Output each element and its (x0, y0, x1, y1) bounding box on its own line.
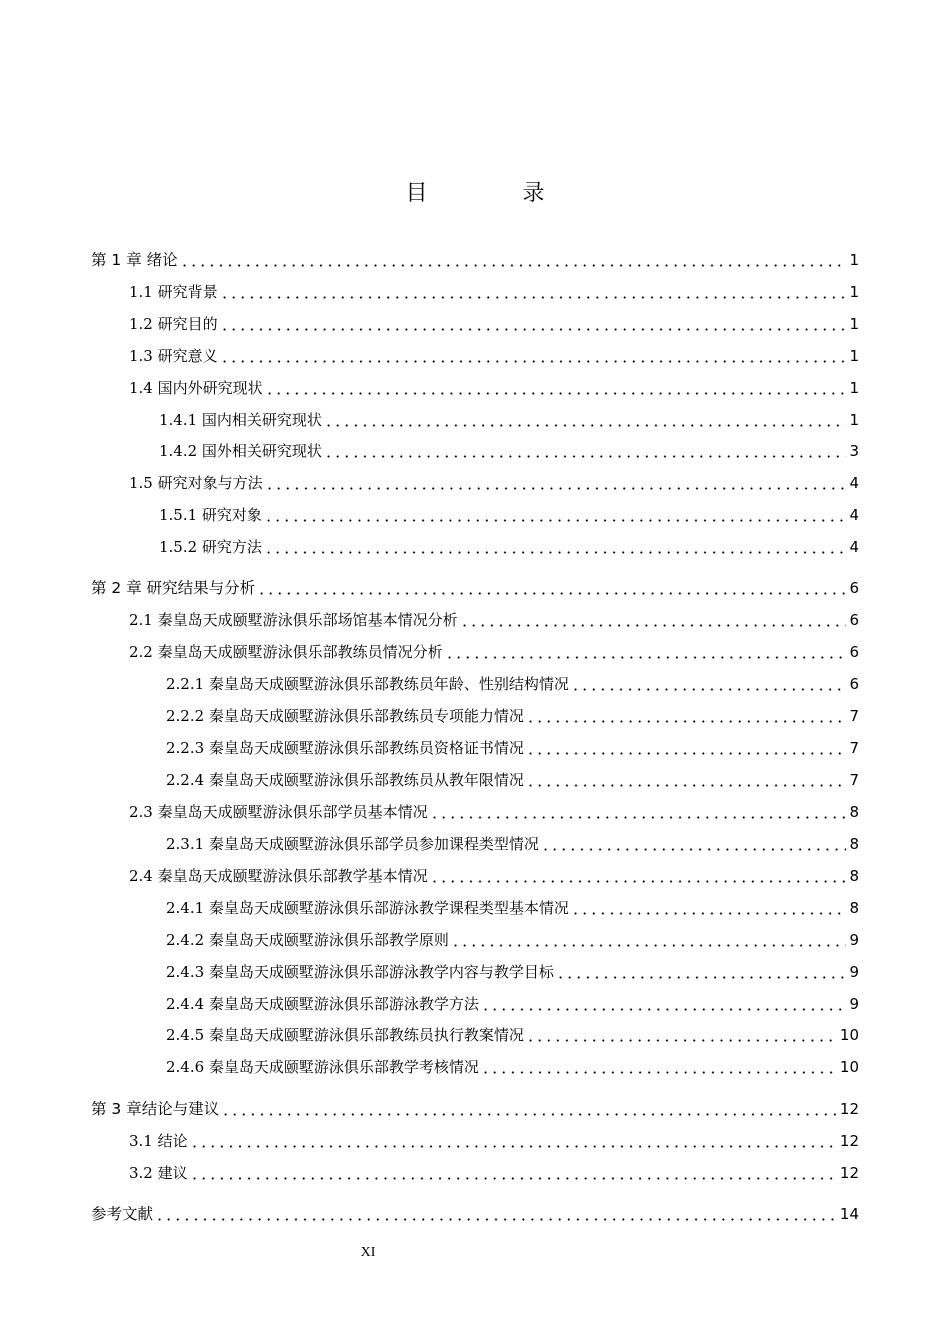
toc-entry-2-3[interactable] (91, 798, 859, 824)
toc-entry-label: 3.1 结论 (129, 1132, 188, 1150)
toc-entry-page: 9 (849, 963, 859, 981)
toc-entry-label: 2.4.2 秦皇岛天成颐墅游泳俱乐部教学原则 (166, 931, 449, 949)
toc-entry-page: 1 (849, 315, 859, 333)
toc-entry-1-5-2[interactable] (91, 533, 859, 559)
toc-entry-2-2-1[interactable] (91, 670, 859, 696)
toc-entry-page: 8 (849, 867, 859, 885)
toc-entry-page: 1 (849, 379, 859, 397)
dot-leader (430, 816, 847, 819)
dot-leader (265, 392, 847, 395)
toc-entry-page: 4 (849, 538, 859, 556)
toc-entry-chapter-1[interactable] (91, 246, 859, 272)
dot-leader (190, 1177, 837, 1180)
dot-leader (324, 455, 847, 458)
toc-entry-chapter-3[interactable] (91, 1095, 859, 1121)
toc-entry-label: 2.2 秦皇岛天成颐墅游泳俱乐部教练员情况分析 (129, 643, 443, 661)
toc-entry-page: 1 (849, 283, 859, 301)
toc-entry-2-2-4[interactable] (91, 766, 859, 792)
page-number: XI (360, 1245, 376, 1260)
dot-leader (445, 656, 847, 659)
toc-entry-label: 2.4.6 秦皇岛天成颐墅游泳俱乐部教学考核情况 (166, 1058, 479, 1076)
dot-leader (556, 976, 847, 979)
dot-leader (220, 296, 847, 299)
toc-entry-label: 2.3.1 秦皇岛天成颐墅游泳俱乐部学员参加课程类型情况 (166, 835, 539, 853)
toc-entry-page: 10 (839, 1058, 859, 1076)
dot-leader (481, 1071, 837, 1074)
toc-entry-page: 10 (839, 1026, 859, 1044)
toc-entry-2-2[interactable] (91, 638, 859, 664)
toc-entry-1-2[interactable] (91, 310, 859, 336)
toc-entry-page: 4 (849, 474, 859, 492)
toc-entry-page: 6 (849, 579, 859, 597)
toc-entry-3-2[interactable] (91, 1159, 859, 1185)
toc-entry-label: 第 2 章 研究结果与分析 (91, 579, 256, 597)
dot-leader (264, 551, 847, 554)
toc-entry-page: 1 (849, 251, 859, 269)
toc-entry-label: 2.2.3 秦皇岛天成颐墅游泳俱乐部教练员资格证书情况 (166, 739, 524, 757)
toc-entry-2-2-3[interactable] (91, 734, 859, 760)
dot-leader (220, 360, 847, 363)
dot-leader (155, 1218, 837, 1221)
dot-leader (460, 624, 847, 627)
toc-entry-label: 1.5.2 研究方法 (159, 538, 262, 556)
toc-entry-label: 2.4.5 秦皇岛天成颐墅游泳俱乐部教练员执行教案情况 (166, 1026, 524, 1044)
toc-entry-label: 2.4.4 秦皇岛天成颐墅游泳俱乐部游泳教学方法 (166, 995, 479, 1013)
toc-entry-page: 12 (839, 1164, 859, 1182)
toc-entry-label: 2.3 秦皇岛天成颐墅游泳俱乐部学员基本情况 (129, 803, 428, 821)
toc-entry-label: 参考文献 (91, 1205, 154, 1223)
toc-entry-1-1[interactable] (91, 278, 859, 304)
toc-entry-2-2-2[interactable] (91, 702, 859, 728)
dot-leader (526, 1039, 837, 1042)
toc-entry-page: 1 (849, 347, 859, 365)
toc-entry-label: 2.2.2 秦皇岛天成颐墅游泳俱乐部教练员专项能力情况 (166, 707, 524, 725)
toc-entry-label: 1.3 研究意义 (129, 347, 218, 365)
toc-entry-label: 1.2 研究目的 (129, 315, 218, 333)
toc-entry-label: 1.4 国内外研究现状 (129, 379, 263, 397)
dot-leader (571, 912, 847, 915)
toc-entry-label: 2.4 秦皇岛天成颐墅游泳俱乐部教学基本情况 (129, 867, 428, 885)
dot-leader (257, 592, 846, 595)
dot-leader (526, 720, 847, 723)
toc-entry-1-5-1[interactable] (91, 501, 859, 527)
toc-entry-page: 3 (849, 442, 859, 460)
dot-leader (526, 784, 847, 787)
toc-entry-label: 2.4.3 秦皇岛天成颐墅游泳俱乐部游泳教学内容与教学目标 (166, 963, 554, 981)
toc-entry-1-4-1[interactable] (91, 406, 859, 432)
toc-entry-2-4-3[interactable] (91, 958, 859, 984)
toc-entry-page: 6 (849, 611, 859, 629)
toc-entry-label: 3.2 建议 (129, 1164, 188, 1182)
toc-entry-1-5[interactable] (91, 469, 859, 495)
toc-entry-3-1[interactable] (91, 1127, 859, 1153)
toc-entry-page: 9 (849, 995, 859, 1013)
toc-entry-references[interactable] (91, 1200, 859, 1226)
toc-entry-label: 2.2.4 秦皇岛天成颐墅游泳俱乐部教练员从教年限情况 (166, 771, 524, 789)
toc-entry-2-4-6[interactable] (91, 1053, 859, 1079)
toc-entry-2-4-1[interactable] (91, 894, 859, 920)
toc-entry-1-4-2[interactable] (91, 437, 859, 463)
toc-entry-page: 6 (849, 675, 859, 693)
toc-entry-page: 14 (839, 1205, 859, 1223)
dot-leader (526, 752, 847, 755)
toc-entry-label: 2.1 秦皇岛天成颐墅游泳俱乐部场馆基本情况分析 (129, 611, 458, 629)
toc-entry-2-3-1[interactable] (91, 830, 859, 856)
toc-entry-page: 7 (849, 771, 859, 789)
dot-leader (451, 944, 847, 947)
toc-entry-2-4[interactable] (91, 862, 859, 888)
toc-entry-1-4[interactable] (91, 374, 859, 400)
toc-entry-label: 1.1 研究背景 (129, 283, 218, 301)
toc-entry-page: 12 (839, 1132, 859, 1150)
dot-leader (220, 328, 847, 331)
toc-entry-label: 2.4.1 秦皇岛天成颐墅游泳俱乐部游泳教学课程类型基本情况 (166, 899, 569, 917)
dot-leader (571, 688, 847, 691)
page-title: 目 录 (405, 181, 589, 206)
dot-leader (265, 487, 847, 490)
toc-entry-label: 1.4.2 国外相关研究现状 (159, 442, 322, 460)
toc-entry-2-4-2[interactable] (91, 926, 859, 952)
toc-entry-2-4-5[interactable] (91, 1021, 859, 1047)
toc-entry-label: 第 1 章 绪论 (91, 251, 178, 269)
dot-leader (180, 264, 847, 267)
toc-entry-page: 9 (849, 931, 859, 949)
toc-entry-2-1[interactable] (91, 606, 859, 632)
dot-leader (221, 1113, 837, 1116)
toc-entry-label: 1.5 研究对象与方法 (129, 474, 263, 492)
toc-entry-chapter-2[interactable] (91, 574, 859, 600)
toc-entry-page: 8 (849, 899, 859, 917)
toc-entry-page: 7 (849, 739, 859, 757)
toc-entry-page: 4 (849, 506, 859, 524)
toc-entry-label: 第 3 章结论与建议 (91, 1100, 220, 1118)
dot-leader (430, 880, 847, 883)
toc-entry-2-4-4[interactable] (91, 990, 859, 1016)
dot-leader (481, 1008, 847, 1011)
toc-entry-page: 8 (849, 835, 859, 853)
toc-entry-label: 1.4.1 国内相关研究现状 (159, 411, 322, 429)
toc-entry-page: 6 (849, 643, 859, 661)
dot-leader (324, 424, 847, 427)
toc-entry-1-3[interactable] (91, 342, 859, 368)
dot-leader (541, 848, 847, 851)
toc-entry-label: 1.5.1 研究对象 (159, 506, 262, 524)
dot-leader (190, 1145, 837, 1148)
toc-entry-label: 2.2.1 秦皇岛天成颐墅游泳俱乐部教练员年龄、性别结构情况 (166, 675, 569, 693)
toc-entry-page: 7 (849, 707, 859, 725)
dot-leader (264, 519, 847, 522)
toc-entry-page: 1 (849, 411, 859, 429)
toc-entry-page: 12 (839, 1100, 859, 1118)
toc-entry-page: 8 (849, 803, 859, 821)
